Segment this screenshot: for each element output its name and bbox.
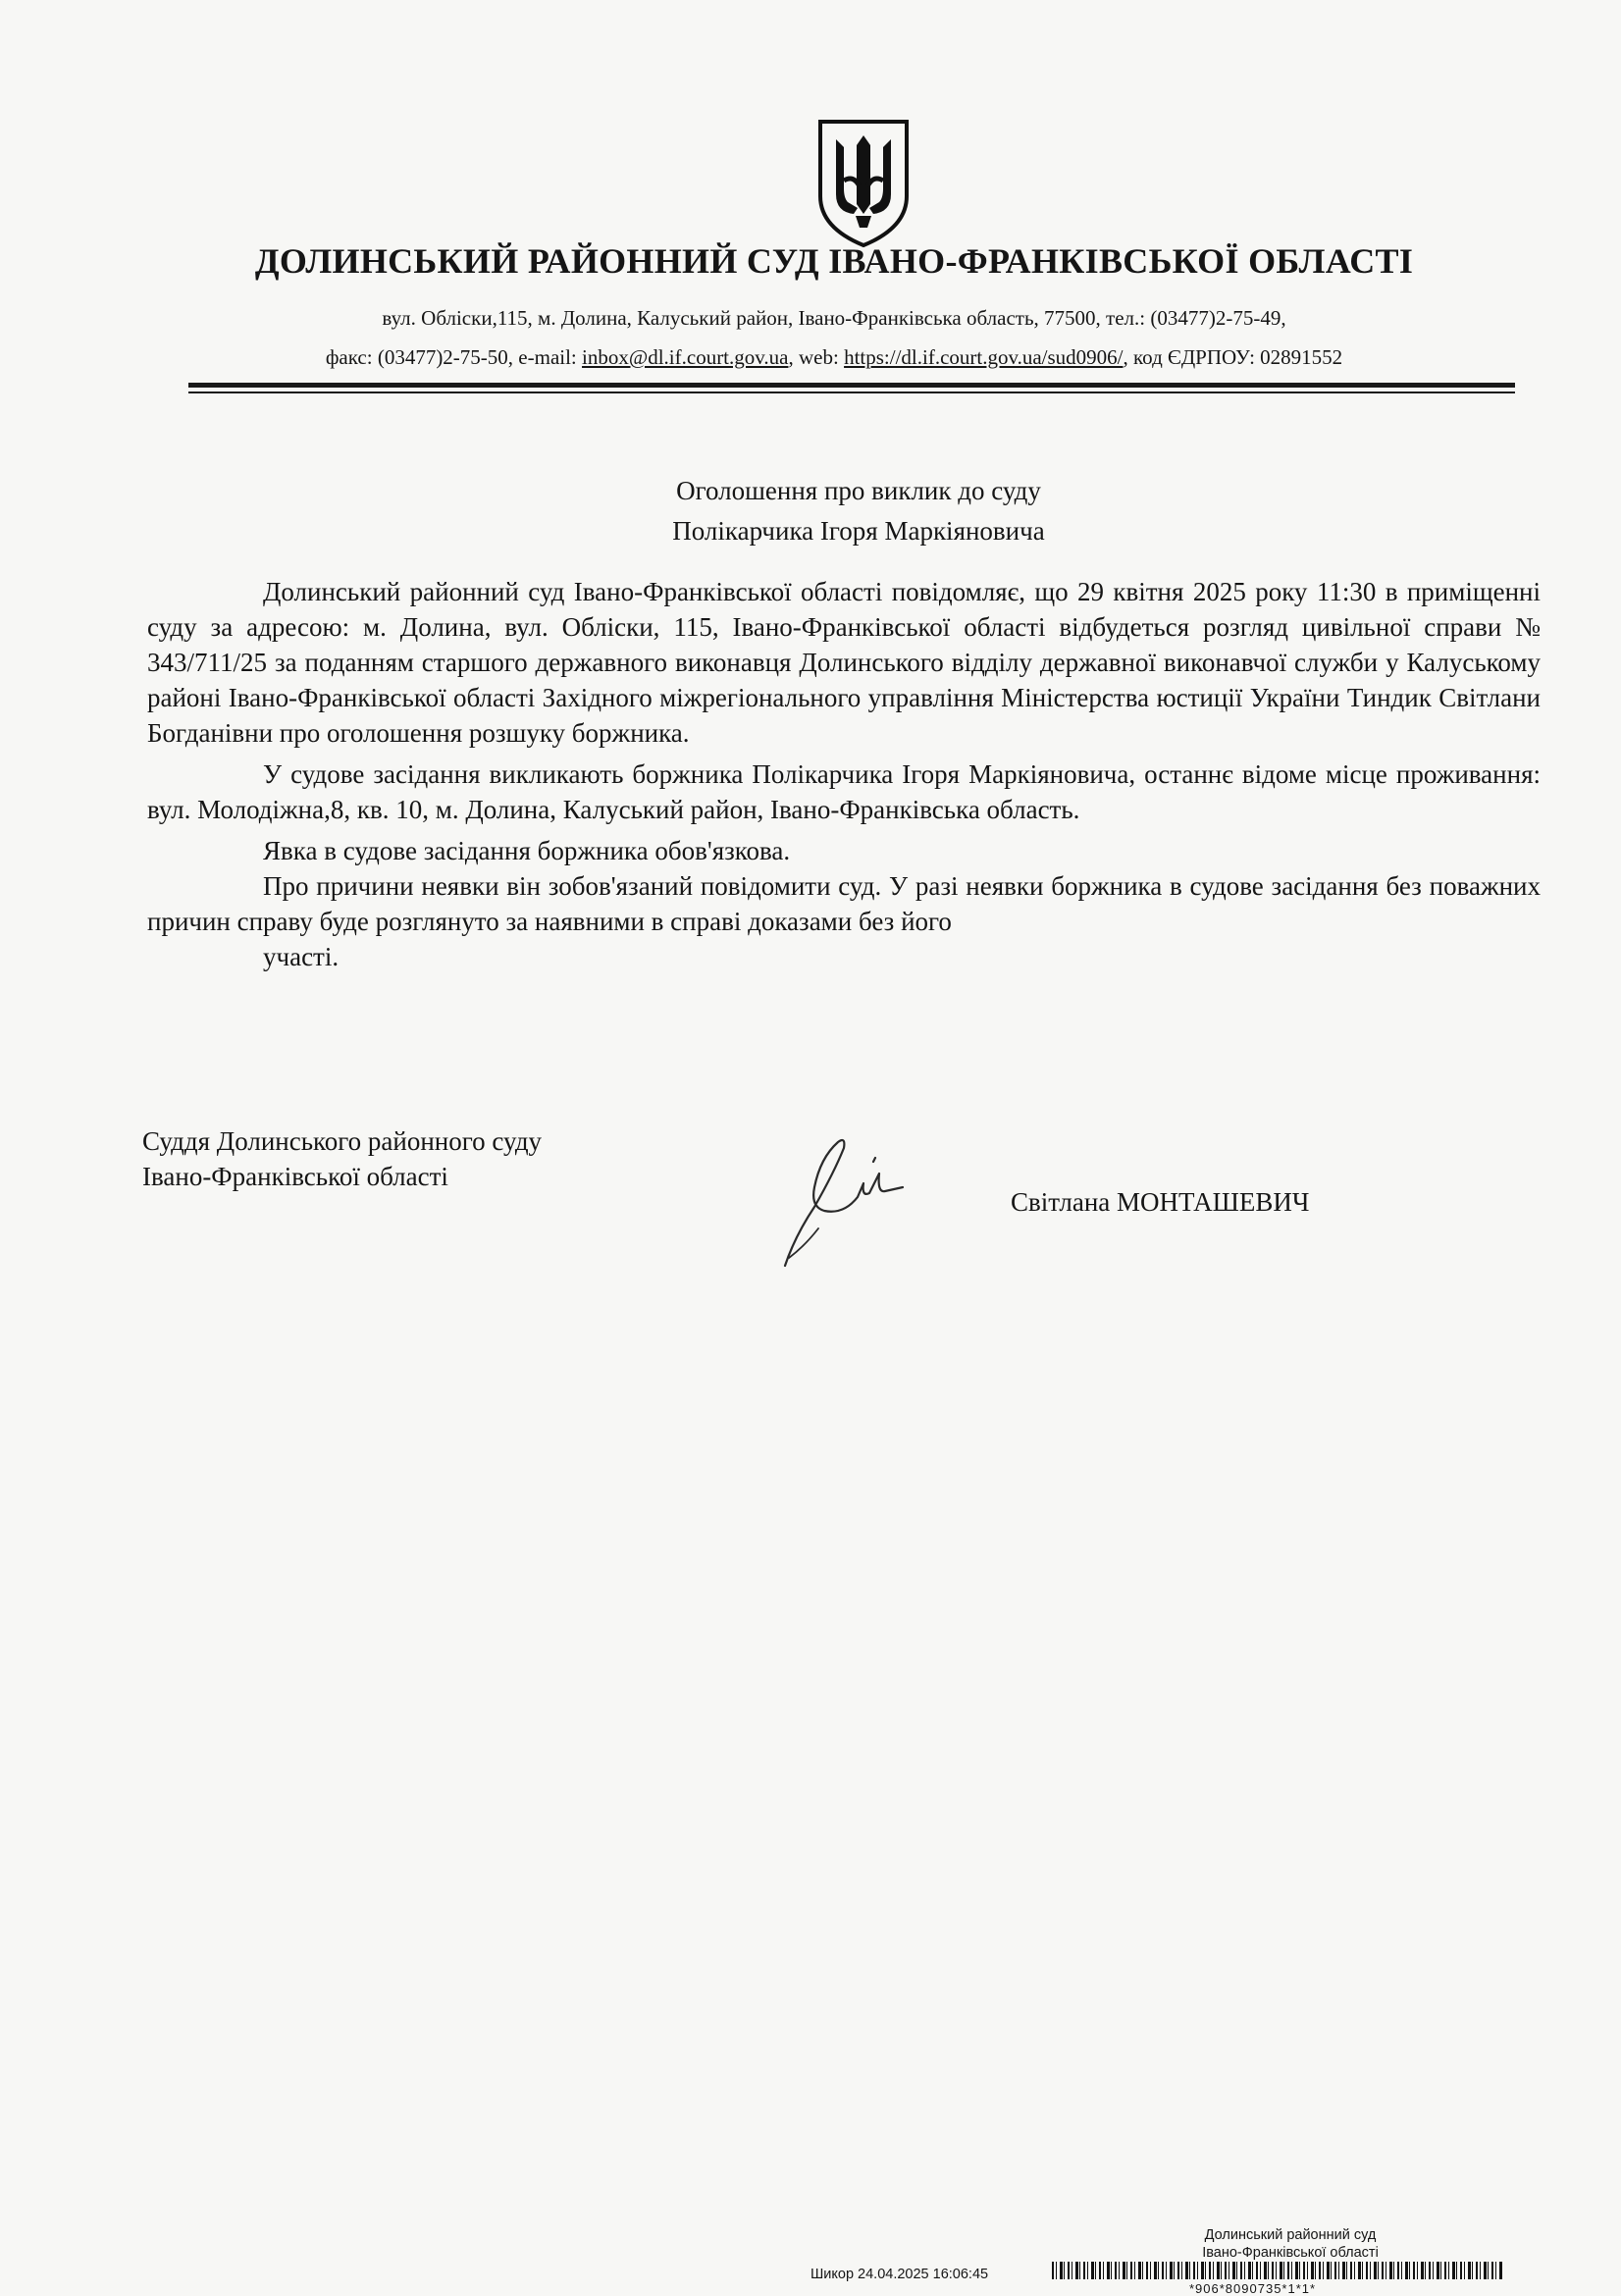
notice-paragraph-absence: Про причини неявки він зобов'язаний повідомити суд. У разі неявки боржника в судове засідання без поважних причин справу буде розглянуто за наявними в справі доказами без його bbox=[147, 871, 1541, 936]
registration-court bbox=[1168, 2226, 1413, 2262]
trident-emblem-icon bbox=[814, 118, 913, 250]
notice-title-line1: Оголошення про виклик до суду bbox=[676, 476, 1041, 505]
judge-position bbox=[142, 1123, 542, 1194]
court-address: вул. Обліски,115, м. Долина, Калуський район, Івано-Франківська область, 77500, тел.: (03477)2-75-49, bbox=[382, 306, 1286, 330]
registration-court-line2: Івано-Франківської області bbox=[1202, 2245, 1379, 2261]
notice-paragraph-summons: У судове засідання викликають боржника Полікарчика Ігоря Маркіяновича, останнє відоме місце проживання: вул. Молодіжна,8, кв. 10, м. Долина, Калуський район, Івано-Франківська область. bbox=[147, 759, 1541, 824]
notice-title-line2: Полікарчика Ігоря Маркіяновича bbox=[672, 515, 1045, 546]
registration-stamp: Шикор 24.04.2025 16:06:45 bbox=[810, 2267, 989, 2282]
registration-court-line1: Долинський районний суд bbox=[1204, 2227, 1377, 2243]
notice-paragraph-attendance: Явка в судове засідання боржника обов'язкова. bbox=[263, 836, 791, 865]
court-name: ДОЛИНСЬКИЙ РАЙОННИЙ СУД ІВАНО-ФРАНКІВСЬКОЇ ОБЛАСТІ bbox=[254, 241, 1414, 281]
header-rule-thin bbox=[188, 391, 1515, 393]
handwritten-signature bbox=[775, 1128, 932, 1271]
edrpou-code: , код ЄДРПОУ: 02891552 bbox=[1123, 345, 1343, 369]
web-link[interactable]: https://dl.if.court.gov.ua/sud0906/ bbox=[844, 345, 1124, 369]
fax-label: факс: (03477)2-75-50, e-mail: bbox=[325, 345, 583, 369]
judge-name: Світлана МОНТАШЕВИЧ bbox=[1011, 1187, 1310, 1217]
barcode-number: *906*8090735*1*1* bbox=[1189, 2281, 1317, 2296]
notice-paragraph-hearing: Долинський районний суд Івано-Франківської області повідомляє, що 29 квітня 2025 року 11:30 в приміщенні суду за адресою: м. Долина, вул. Обліски, 115, Івано-Франківської області відбудеться розгляд цивільної справи № 343/711/25 за поданням старшого державного виконавця Долинського відділу державної виконавчої служби у Калуському районі Івано-Франківської області Західного міжрегіонального управління Міністерства юстиції України Тиндик Світлани Богданівни про оголошення розшуку боржника. bbox=[147, 577, 1541, 748]
header-rule-thick bbox=[188, 383, 1515, 388]
web-label: , web: bbox=[788, 345, 845, 369]
court-contacts bbox=[147, 345, 1521, 370]
notice-title bbox=[294, 471, 1423, 550]
judge-position-line1: Суддя Долинського районного суду bbox=[142, 1126, 543, 1156]
judge-position-line2: Івано-Франківської області bbox=[142, 1162, 448, 1191]
barcode bbox=[1052, 2262, 1503, 2279]
email-link[interactable]: inbox@dl.if.court.gov.ua bbox=[582, 345, 789, 369]
notice-body bbox=[147, 574, 1541, 974]
notice-paragraph-absence-tail: участі. bbox=[263, 942, 340, 971]
